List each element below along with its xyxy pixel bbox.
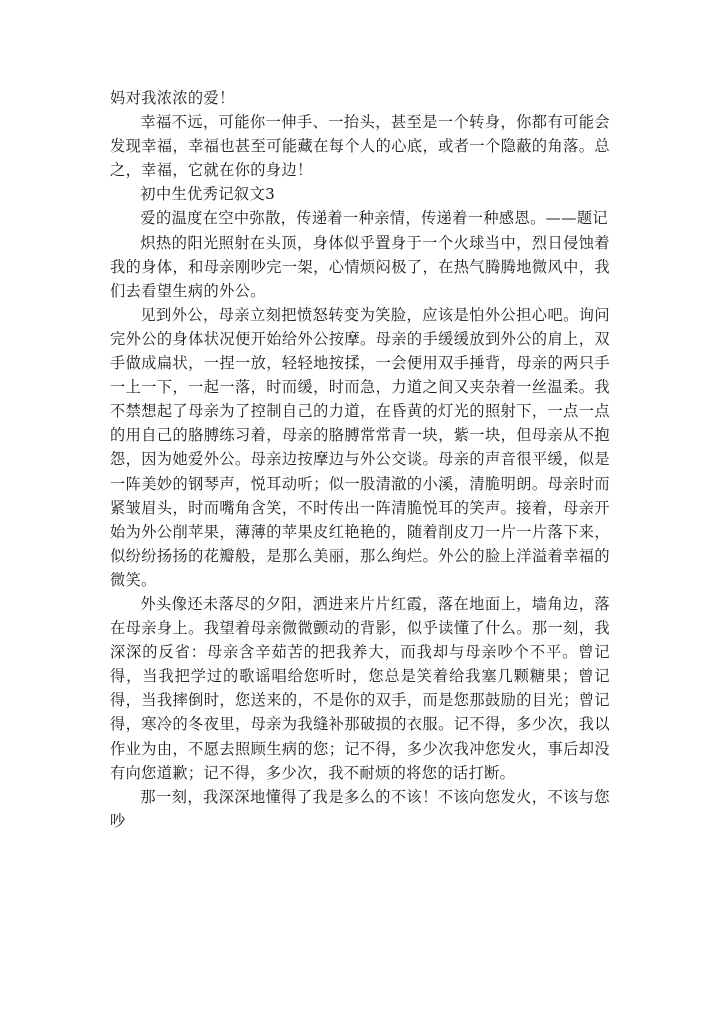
paragraph: 炽热的阳光照射在头顶，身体似乎置身于一个火球当中，烈日侵蚀着我的身体，和母亲刚吵完一架，心情烦闷极了，在热气腾腾地微风中，我们去看望生病的外公。	[110, 233, 610, 300]
paragraph-continuation: 妈对我浓浓的爱！	[110, 89, 235, 107]
paragraph: 见到外公，母亲立刻把愤怒转变为笑脸，应该是怕外公担心吧。询问完外公的身体状况便开始给外公按摩。母亲的手缓缓放到外公的肩上，双手做成扁状，一捏一放，轻轻地按揉，一会便用双手捶背，母亲的两只手一上一下，一起一落，时而缓，时而急，力道之间又夹杂着一丝温柔。我不禁想起了母亲为了控制自己的力道，在昏黄的灯光的照射下，一点一点的用自己的胳膊练习着，母亲的胳膊常常青一块，紫一块，但母亲从不抱怨，因为她爱外公。母亲边按摩边与外公交谈。母亲的声音很平缓，似是一阵美妙的钢琴声，悦耳动听；似一股清澈的小溪，清脆明朗。母亲时而紧皱眉头，时而嘴角含笑，不时传出一阵清脆悦耳的笑声。接着，母亲开始为外公削苹果，薄薄的苹果皮红艳艳的，随着削皮刀一片一片落下来，似纷纷扬扬的花瓣般，是那么美丽，那么绚烂。外公的脸上洋溢着幸福的微笑。	[110, 305, 610, 589]
epigraph: 爱的温度在空中弥散，传递着一种亲情，传递着一种感恩。——题记	[140, 209, 609, 228]
section-title: 初中生优秀记叙文3	[140, 185, 276, 204]
paragraph: 外头像还未落尽的夕阳，洒进来片片红霞，落在地面上，墙角边，落在母亲身上。我望着母亲微微颤动的背影，似乎读懂了什么。那一刻，我深深的反省：母亲含辛茹苦的把我养大，而我却与母亲吵个不平。曾记得，当我把学过的歌谣唱给您听时，您总是笑着给我塞几颗糖果；曾记得，当我摔倒时，您送来的，不是你的双手，而是您那鼓励的目光；曾记得，寒冷的冬夜里，母亲为我缝补那破损的衣服。记不得，多少次，我以作业为由，不愿去照顾生病的您；记不得，多少次我冲您发火，事后却没有向您道歉；记不得，多少次，我不耐烦的将您的话打断。	[110, 594, 610, 782]
paragraph: 那一刻，我深深地懂得了我是多么的不该！不该向您发火，不该与您吵	[110, 787, 610, 830]
paragraph: 幸福不远，可能你一伸手、一抬头，甚至是一个转身，你都有可能会发现幸福，幸福也甚至可能藏在每个人的心底，或者一个隐蔽的角落。总之，幸福，它就在你的身边！	[110, 113, 610, 180]
document-body	[110, 86, 610, 833]
